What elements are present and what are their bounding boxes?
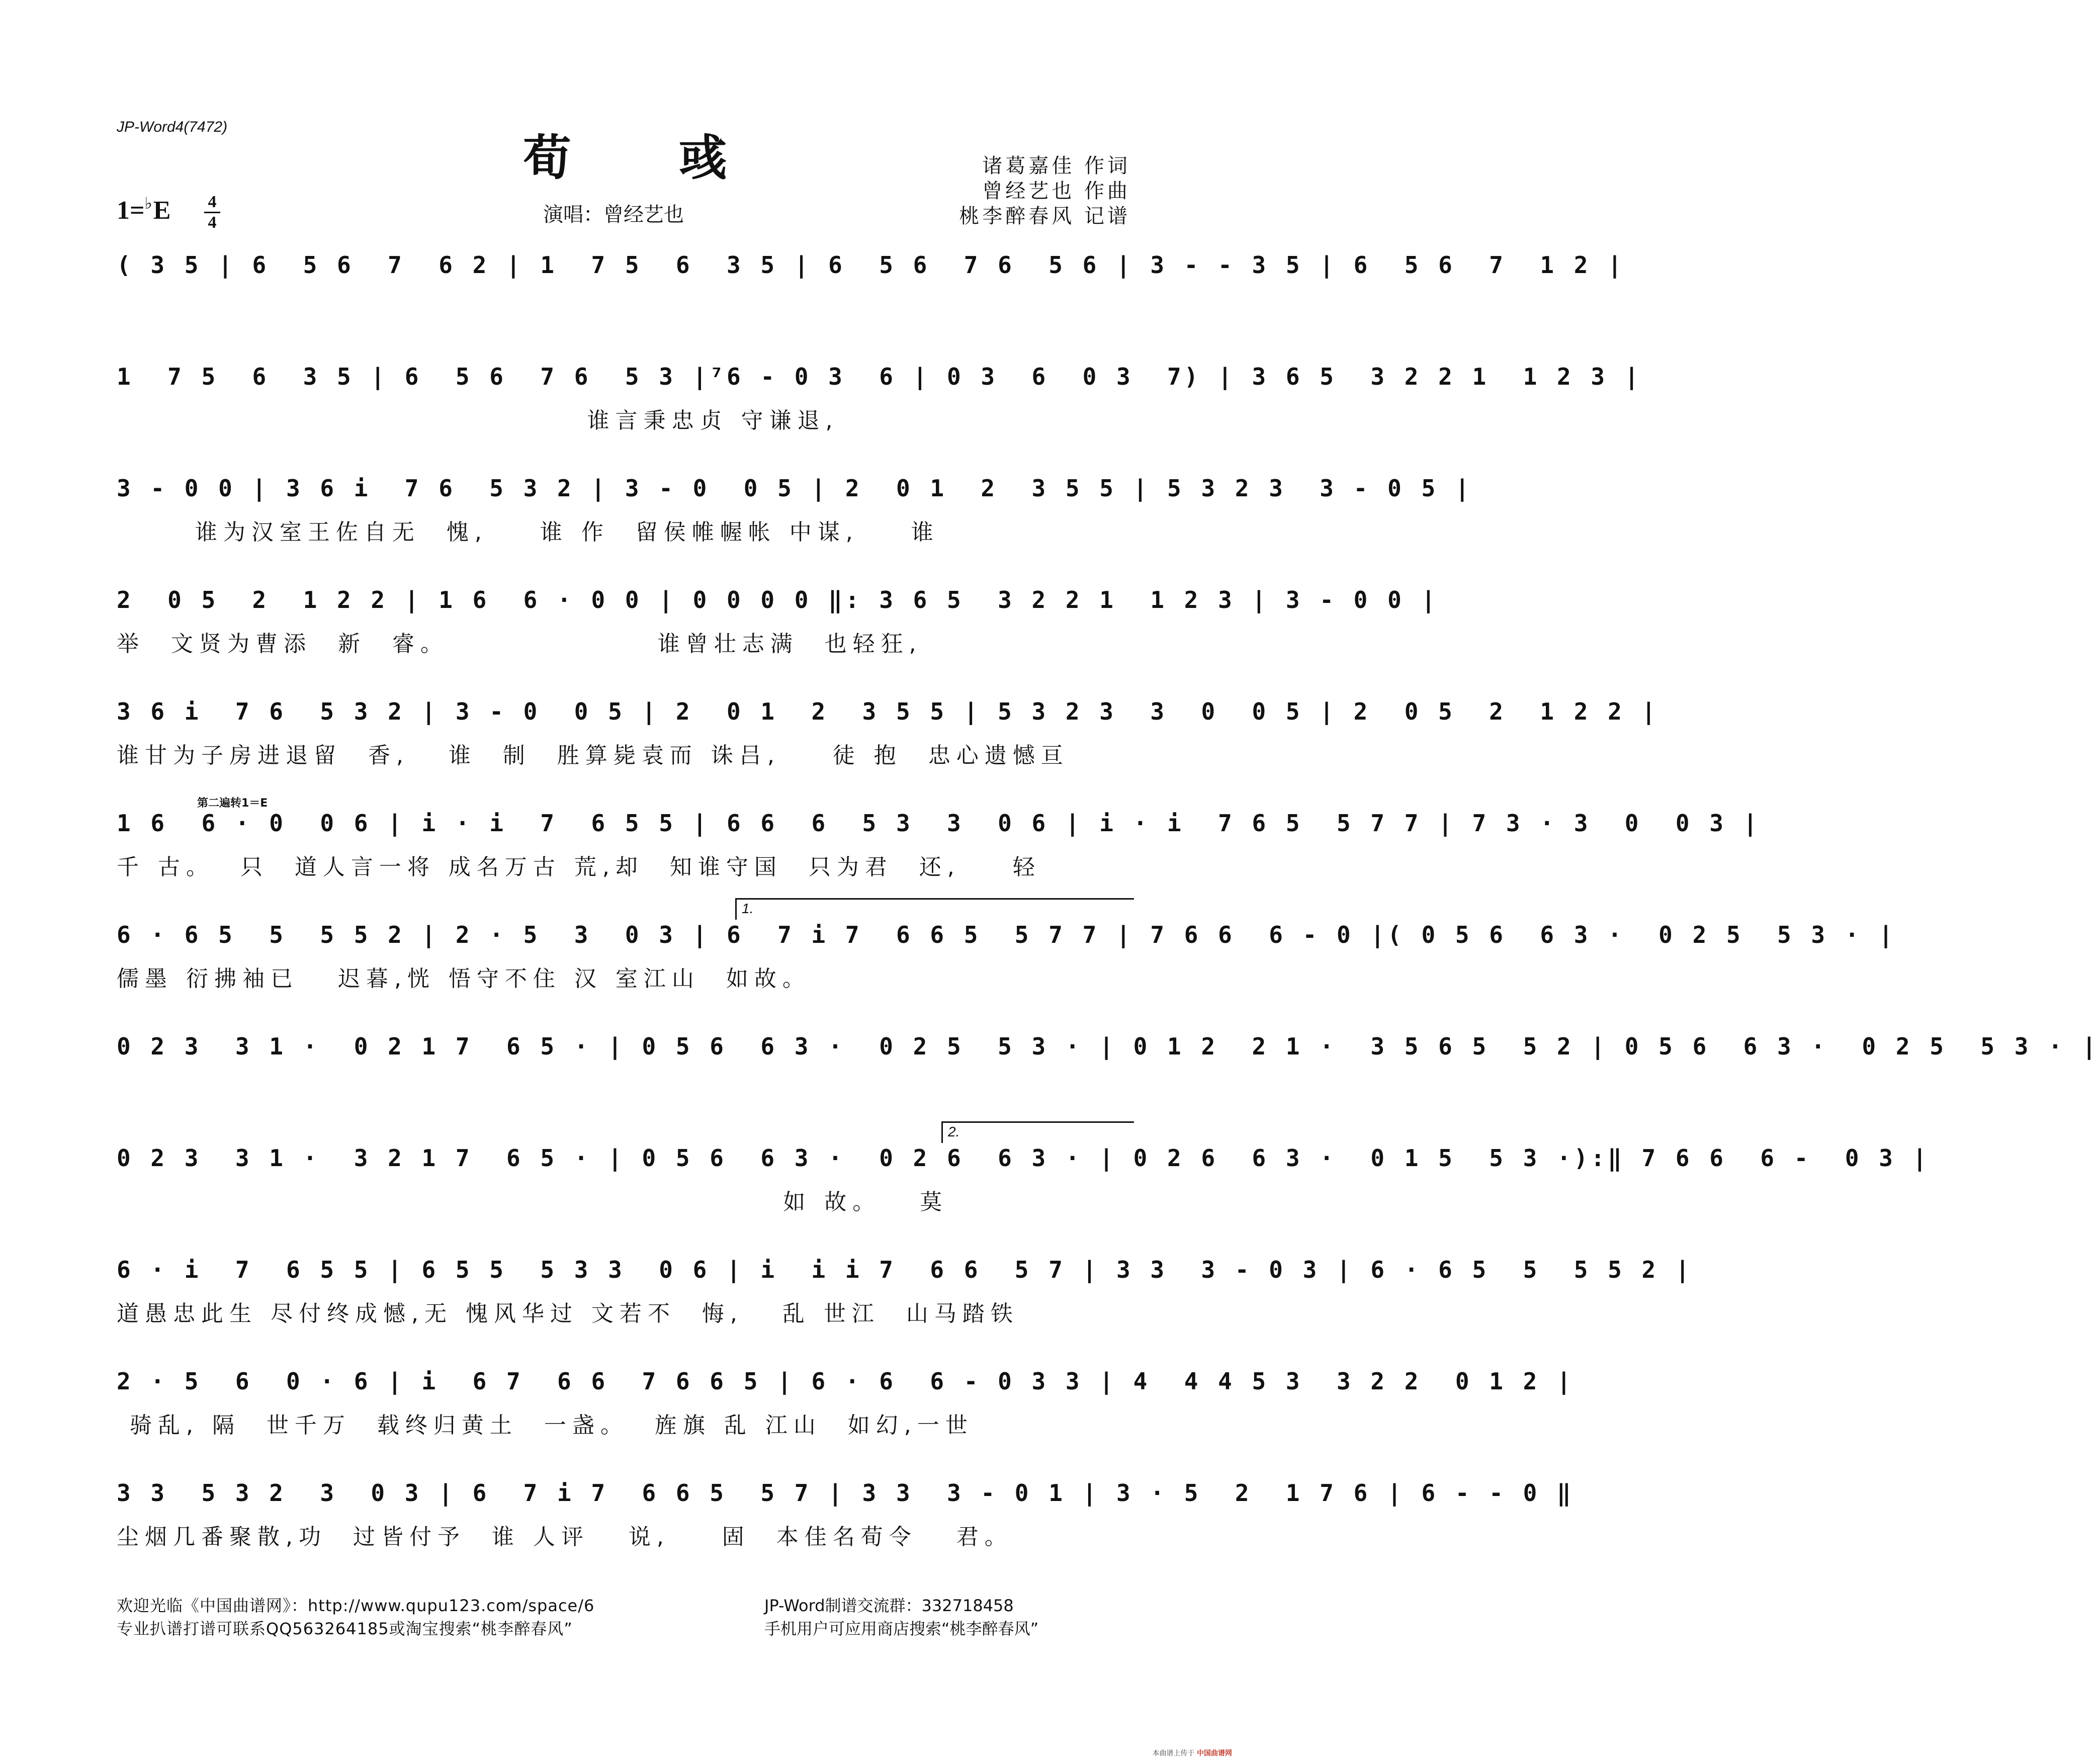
lyrics-line: 谁言秉忠贞 守谦退, [117,408,839,433]
footer-website-line: 欢迎光临《中国曲谱网》：http://www.qupu123.com/space/6 [117,1596,595,1615]
volta-label: 1. [742,901,754,916]
transcriber-credit: 桃李醉春风 记谱 [959,205,1130,228]
notation-line: ( 3 5 | 6 5 6 7 6 2 | 1 7 5 6 3 5 | 6 5 6 7 6 5 6 | 3 - - 3 5 | 6 5 6 7 1 2 | [117,251,1625,279]
credits-block [959,153,1130,229]
notation-line: 6 · i 7 6 5 5 | 6 5 5 5 3 3 0 6 | i i i 7 6 6 5 7 | 3 3 3 - 0 3 | 6 · 6 5 5 5 5 2 | [117,1256,1693,1283]
staff-line [117,475,1472,560]
staff-line [117,797,1761,895]
footer-app-line: 手机用户可应用商店搜索“桃李醉春风” [764,1619,1039,1638]
lyrics-line: 谁甘为子房进退留 香, 谁 制 胜算毙袁而 诛吕, 徒 抱 忠心遗憾亘 [117,743,1069,768]
software-watermark: JP-Word4(7472) [117,119,228,135]
notation-line: 6 · 6 5 5 5 5 2 | 2 · 5 3 0 3 | 6 7 i 7 6 6 5 5 7 7 | 7 6 6 6 - 0 |( 0 5 6 6 3 · 0 2 5 5 3 · | [117,921,1896,948]
staff-line [117,251,1625,337]
meter-bottom: 4 [208,213,217,232]
lyrics-line: 道愚忠此生 尽付终成憾,无 愧风华过 文若不 悔, 乱 世江 山马踏铁 [117,1301,1019,1327]
lyrics-line: 骑乱, 隔 世千万 载终归黄土 一盏。 旌旗 乱 江山 如幻,一世 [117,1413,974,1438]
upload-prefix: 本曲谱上传于 [1152,1749,1195,1757]
notation-line: 3 6 i 7 6 5 3 2 | 3 - 0 0 5 | 2 0 1 2 3 5 5 | 5 3 2 3 3 0 0 5 | 2 0 5 2 1 2 2 | [117,698,1659,725]
volta-bracket [941,1121,1134,1143]
notation-line: 3 3 5 3 2 3 0 3 | 6 7 i 7 6 6 5 5 7 | 3 3 3 - 0 1 | 3 · 5 2 1 7 6 | 6 - - 0 ‖ [117,1479,1574,1507]
meter-top: 4 [208,193,217,211]
notation-line: 1 6 6 · 0 0 6 | i · i 7 6 5 5 | 6 6 6 5 3 3 0 6 | i · i 7 6 5 5 7 7 | 7 3 · 3 0 0 3 | [117,810,1761,837]
staff-line [117,1033,2099,1118]
staff-line [117,586,1439,672]
singer-credit: 演唱：曾经艺也 [543,203,684,226]
footer-left [117,1594,594,1640]
lyrics-line: 儒墨 衍拂袖已 迟暮,恍 悟守不住 汉 室江山 如故。 [117,966,811,992]
song-title: 荀 彧 [523,130,772,186]
notation-line: 1 7 5 6 3 5 | 6 5 6 7 6 5 3 |⁷6 - 0 3 6 | 0 3 6 0 3 7) | 3 6 5 3 2 2 1 1 2 3 | [117,363,1642,390]
staff-line [117,1479,1574,1565]
staff-line [117,1256,1693,1342]
notation-line: 3 - 0 0 | 3 6 i 7 6 5 3 2 | 3 - 0 0 5 | 2 0 1 2 3 5 5 | 5 3 2 3 3 - 0 5 | [117,475,1472,502]
lyrics-line: 千 古。 只 道人言一将 成名万古 荒,却 知谁守国 只为君 还, 轻 [117,854,1041,880]
upload-site: 中国曲谱网 [1197,1749,1232,1757]
volta-label: 2. [948,1124,960,1139]
footer-contact-line: 专业扒谱打谱可联系QQ563264185或淘宝搜索“桃李醉春风” [117,1619,573,1638]
footer-group-line: JP-Word制谱交流群：332718458 [764,1596,1014,1615]
lyrics-line: 举 文贤为曹添 新 睿。 谁曾壮志满 也轻狂, [117,631,922,657]
volta-bracket [735,898,1134,920]
composer-credit: 曾经艺也 作曲 [982,180,1130,203]
staff-line [117,363,1642,449]
notation-line: 2 0 5 2 1 2 2 | 1 6 6 · 0 0 | 0 0 0 0 ‖: 3 6 5 3 2 2 1 1 2 3 | 3 - 0 0 | [117,586,1439,613]
key-signature: 1=♭E [117,194,171,225]
time-signature [202,194,222,231]
lyricist-credit: 诸葛嘉佳 作词 [982,154,1130,178]
footer-right [764,1594,1038,1640]
lyrics-line: 如 故。 莫 [117,1189,948,1215]
lyrics-line: 谁为汉室王佐自无 愧, 谁 作 留侯帷幄帐 中谋, 谁 [117,519,939,545]
staff-line [117,901,1896,1007]
notation-line: 2 · 5 6 0 · 6 | i 6 7 6 6 7 6 6 5 | 6 · 6 6 - 0 3 3 | 4 4 4 5 3 3 2 2 0 1 2 | [117,1368,1574,1395]
staff-line [117,1124,1930,1230]
lyrics-line: 尘烟几番聚散,功 过皆付予 谁 人评 说, 固 本佳名荀令 君。 [117,1524,1013,1550]
notation-line: 0 2 3 3 1 · 3 2 1 7 6 5 · | 0 5 6 6 3 · 0 2 6 6 3 · | 0 2 6 6 3 · 0 1 5 5 3 ·):‖ 7 6 6 6 - 0 3 | [117,1144,1930,1172]
staff-line [117,698,1659,783]
staff-line [117,1368,1574,1453]
modulation-annotation: 第二遍转1＝E [197,797,268,810]
upload-watermark [1153,1748,1232,1758]
notation-line: 0 2 3 3 1 · 0 2 1 7 6 5 · | 0 5 6 6 3 · 0 2 5 5 3 · | 0 1 2 2 1 · 3 5 6 5 5 2 | 0 5 6 6 3 · 0 2 5 5 3 · | [117,1033,2099,1060]
